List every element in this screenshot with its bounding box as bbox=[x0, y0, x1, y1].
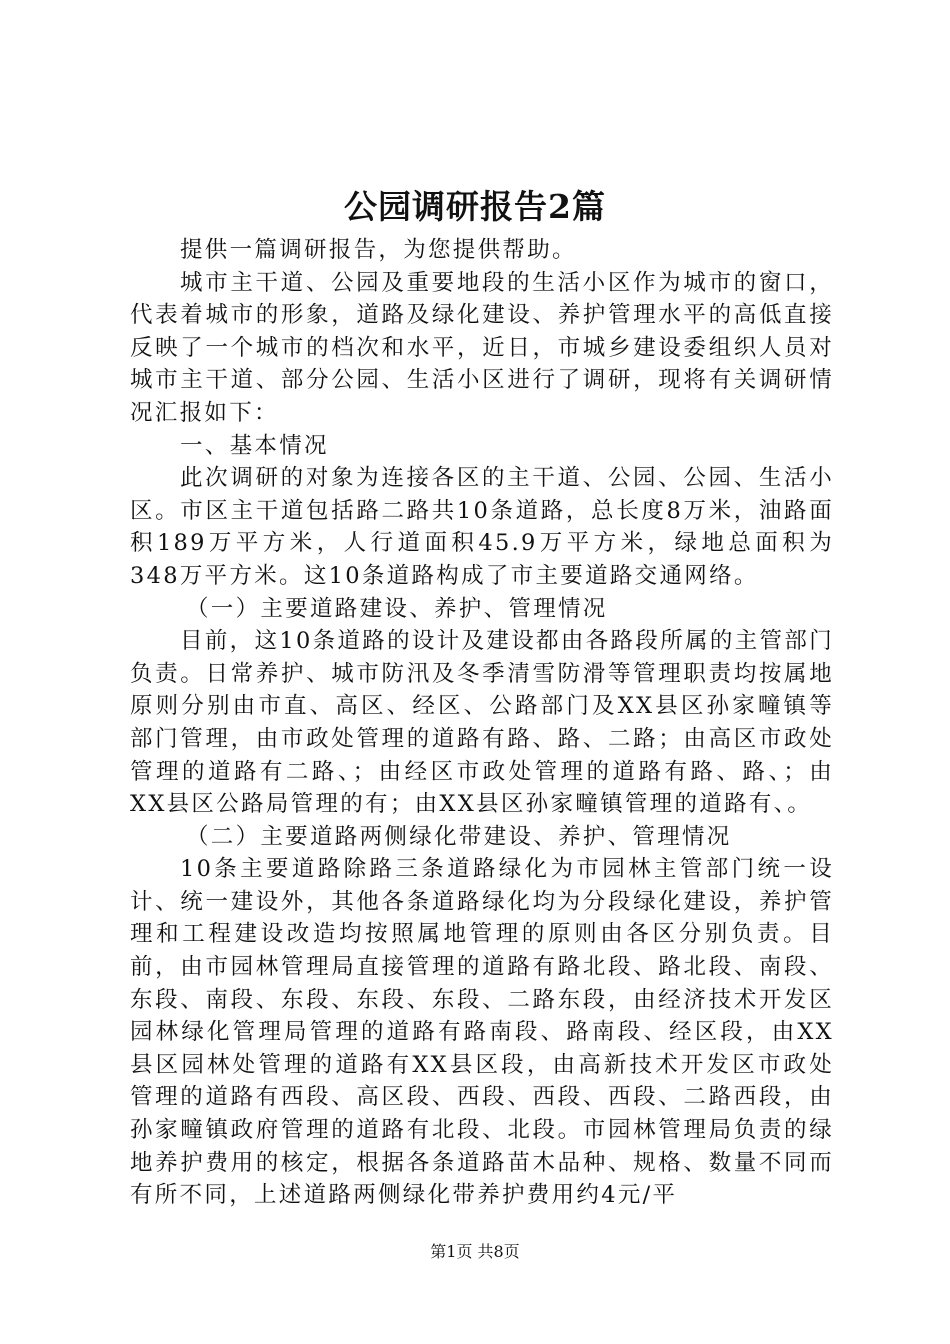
subsection-heading-greenbelt-management: （二）主要道路两侧绿化带建设、养护、管理情况 bbox=[186, 823, 732, 850]
section-heading-basic-situation: 一、基本情况 bbox=[180, 432, 329, 459]
survey-scope-paragraph: 此次调研的对象为连接各区的主干道、公园、公园、生活小区。市区主干道包括路二路共10条道路，总长度8万米，油路面积189万平方米，人行道面积45.9万平方米，绿地总面积为348万平方米。这10条道路构成了市主要道路交通网络。 bbox=[130, 465, 834, 589]
background-paragraph: 城市主干道、公园及重要地段的生活小区作为城市的窗口，代表着城市的形象，道路及绿化建设、养护管理水平的高低直接反映了一个城市的档次和水平，近日，市城乡建设委组织人员对城市主干道、部分公园、生活小区进行了调研，现将有关调研情况汇报如下： bbox=[130, 269, 834, 426]
document-body bbox=[130, 234, 834, 1212]
document-title: 公园调研报告2篇 bbox=[344, 187, 606, 226]
road-management-paragraph: 目前，这10条道路的设计及建设都由各路段所属的主管部门负责。日常养护、城市防汛及冬季清雪防滑等管理职责均按属地原则分别由市直、高区、经区、公路部门及XX县区孙家疃镇等部门管理，由市政处管理的道路有路、路、二路；由高区市政处管理的道路有二路、；由经区市政处管理的道路有路、路、；由XX县区公路局管理的有；由XX县区孙家疃镇管理的道路有、。 bbox=[130, 628, 834, 818]
intro-paragraph: 提供一篇调研报告，为您提供帮助。 bbox=[180, 237, 577, 263]
subsection-heading-road-management: （一）主要道路建设、养护、管理情况 bbox=[186, 595, 608, 622]
page-number-footer: 第1页 共8页 bbox=[430, 1242, 520, 1261]
greenbelt-management-paragraph: 10条主要道路除路三条道路绿化为市园林主管部门统一设计、统一建设外，其他各条道路绿化均为分段绿化建设，养护管理和工程建设改造均按照属地管理的原则由各区分别负责。目前，由市园林管理局直接管理的道路有路北段、路北段、南段、东段、南段、东段、东段、东段、二路东段，由经济技术开发区园林绿化管理局管理的道路有路南段、路南段、经区段，由XX县区园林处管理的道路有XX县区段，由高新技术开发区市政处管理的道路有西段、高区段、西段、西段、西段、二路西段，由孙家疃镇政府管理的道路有北段、北段。市园林管理局负责的绿地养护费用的核定，根据各条道路苗木品种、规格、数量不同而有所不同，上述道路两侧绿化带养护费用约4元/平 bbox=[130, 856, 834, 1209]
